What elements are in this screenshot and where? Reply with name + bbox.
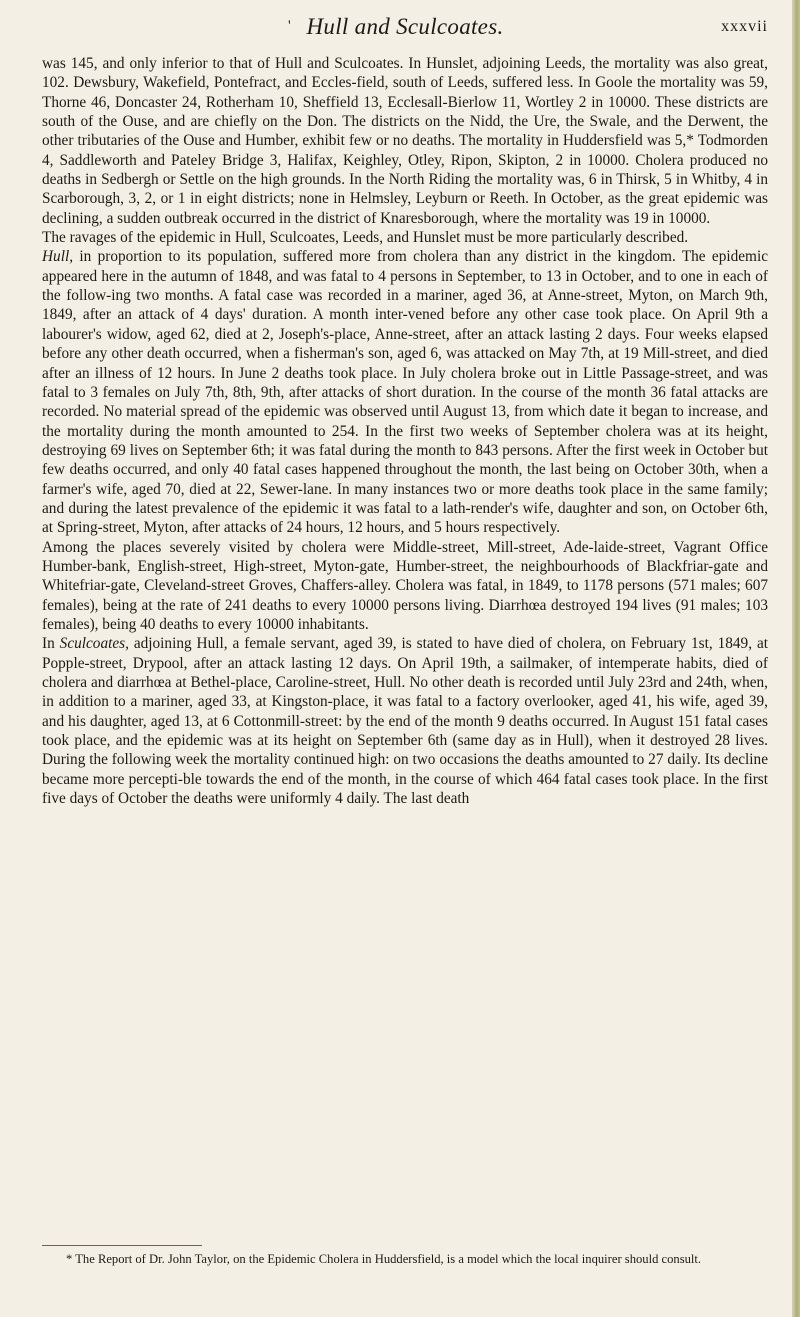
footnote-rule: [42, 1245, 202, 1246]
sculcoates-text: adjoining Hull, a female servant, aged 39, is stated to have died of cholera, on February 1st, 1849, at Popple-street, Drypool, after an attack lasting 12 days. On April 19th, a sailmaker, of intemperate habits, died of cholera and diarrhœa at Bethel-place, Caroline-street, Hull. No other death is recorded until July 23rd and 24th, when, in addition to a mariner, aged 33, at Kingston-place, it was fatal to a factory overlooker, aged 41, his wife, aged 39, and his daughter, aged 13, at 6 Cottonmill-street: by the end of the month 9 deaths occurred. In August 151 fatal cases took place, and the epidemic was at its height on September 6th (same day as in Hull), when it destroyed 28 lives. During the following week the mortality continued high: on two occasions the deaths amounted to 27 daily. Its decline became more percepti-ble towards the end of the month, in the course of which 464 fatal cases took place. In the first five days of October the deaths were uniformly 4 daily. The last death: [42, 635, 768, 808]
paragraph-hull: [42, 247, 768, 537]
paragraph-ravages: The ravages of the epidemic in Hull, Sculcoates, Leeds, and Hunslet must be more particularly described.: [42, 229, 689, 247]
sculcoates-lead: In: [42, 635, 60, 653]
page-number: xxxvii: [721, 18, 768, 35]
body-text: [42, 54, 768, 808]
footnote: [42, 1251, 768, 1267]
sculcoates-name: Sculcoates,: [59, 635, 129, 653]
paragraph-places-visited: Among the places severely visited by cholera were Middle-street, Mill-street, Ade-laide-street, Vagrant Office Humber-bank, English-street, High-street, Myton-gate, Humber-street, the neighbourhoods of Blackfriar-gate and Whitefriar-gate, Cleveland-street Groves, Chaffers-alley. Cholera was fatal, in 1849, to 1178 persons (571 males; 607 females), being at the rate of 241 deaths to every 10000 persons living. Diarrhœa destroyed 194 lives (91 males; 103 females), being 40 deaths to every 10000 inhabitants.: [42, 538, 768, 633]
page-edge: [792, 0, 800, 1317]
running-header: [42, 14, 768, 42]
hull-text: in proportion to its population, suffered more from cholera than any district in the kingdom. The epidemic appeared here in the autumn of 1848, and was fatal to 4 persons in September, to 13 in October, and to one in each of the follow-ing two months. A fatal case was recorded in a mariner, aged 36, at Anne-street, Myton, on March 9th, 1849, after an attack of 4 days' duration. A month inter-vened before any other case took place. On April 9th a labourer's widow, aged 62, died at 2, Joseph's-place, Anne-street, after an attack lasting 2 days. Four weeks elapsed before any other death occurred, when a fisherman's son, aged 6, was attacked on May 7th, at 19 Mill-street, and died after an illness of 12 hours. In June 2 deaths took place. In July cholera broke out in Little Passage-street, and was fatal to 3 females on July 7th, 8th, 9th, after attacks of short duration. In the course of the month 36 fatal attacks are recorded. No material spread of the epidemic was observed until August 13, from which date it began to increase, and the mortality during the month amounted to 254. In the first two weeks of September cholera was at its height, destroying 69 lives on September 6th; it was fatal during the month to 843 persons. After the first week in October but few deaths occurred, and only 40 fatal cases happened throughout the month, the last being on October 30th, when a farmer's wife, aged 70, died at 22, Sewer-lane. In many instances two or more deaths took place in the same family; and during the latest prevalence of the epidemic it was fatal to a lath-render's wife, daughter and son, on October 6th, at Spring-street, Myton, after attacks of 24 hours, 12 hours, and 5 hours respectively.: [42, 248, 768, 537]
running-title: Hull and Sculcoates.: [306, 14, 504, 39]
footnote-text: * The Report of Dr. John Taylor, on the Epidemic Cholera in Huddersfield, is a model which the local inquirer should consult.: [66, 1252, 702, 1266]
header-mark: ': [288, 18, 291, 34]
paragraph-sculcoates: [42, 634, 768, 808]
hull-lead: Hull,: [42, 248, 74, 266]
paragraph-mortality-districts: was 145, and only inferior to that of Hull and Sculcoates. In Hunslet, adjoining Leeds, the mortality was also great, 102. Dewsbury, Wakefield, Pontefract, and Eccles-field, south of Leeds, suffered less. In Goole the mortality was 59, Thorne 46, Doncaster 24, Rotherham 10, Sheffield 13, Ecclesall-Bierlow 11, Wortley 2 in 10000. These districts are south of the Ouse, and are chiefly on the Don. The districts on the Nidd, the Ure, the Swale, and the Derwent, the other tributaries of the Ouse and Humber, exhibit few or no deaths. The mortality in Huddersfield was 5,* Todmorden 4, Saddleworth and Pateley Bridge 3, Halifax, Keighley, Otley, Ripon, Skipton, 2 in 10000. Cholera produced no deaths in Sedbergh or Settle on the high grounds. In the North Riding the mortality was, 6 in Thirsk, 5 in Whitby, 4 in Scarborough, 3, 2, or 1 in eight districts; none in Helmsley, Leyburn or Reeth. In October, as the great epidemic was declining, a sudden outbreak occurred in the district of Knaresborough, where the mortality was 19 in 10000.: [42, 55, 768, 227]
